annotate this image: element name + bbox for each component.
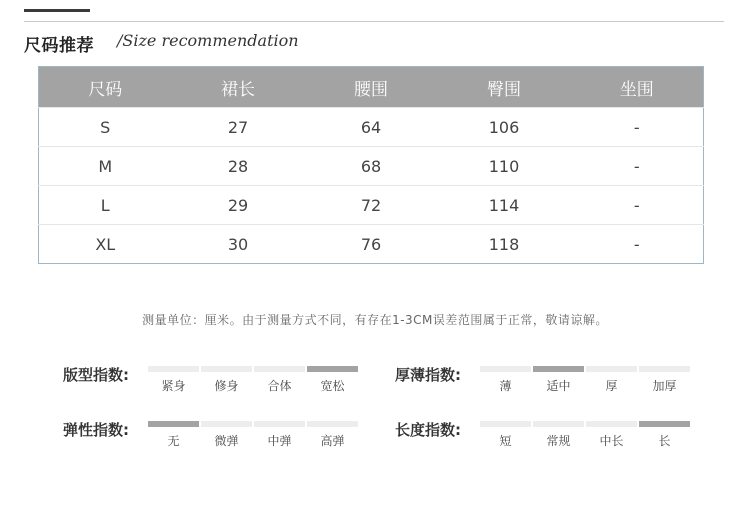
length-option-label: 短 (499, 434, 512, 448)
elasticity-indicator-bar (307, 421, 358, 427)
fit-option-label: 宽松 (320, 379, 345, 393)
thickness-option-label: 加厚 (652, 379, 677, 393)
length-index-scale (480, 421, 690, 449)
fit-option-label: 修身 (214, 379, 239, 393)
table-cell: 30 (172, 225, 305, 264)
table-cell: 72 (305, 186, 438, 225)
length-option (586, 421, 637, 449)
table-cell: - (571, 186, 704, 225)
thickness-indicator-bar (480, 366, 531, 372)
section-subtitle: /Size recommendation (117, 31, 299, 50)
elasticity-option (307, 421, 358, 449)
length-index-label: 长度指数: (395, 421, 461, 439)
table-cell: 114 (438, 186, 571, 225)
table-cell: - (571, 108, 704, 147)
thickness-index-label: 厚薄指数: (395, 366, 461, 384)
fit-option (201, 366, 252, 394)
elasticity-option-label: 无 (167, 434, 180, 448)
table-cell: 27 (172, 108, 305, 147)
table-row (39, 108, 704, 147)
table-row (39, 147, 704, 186)
header-divider (24, 21, 724, 22)
table-cell: S (39, 108, 172, 147)
fit-indicator-bar (307, 366, 358, 372)
elasticity-indicator-bar (148, 421, 199, 427)
measurement-note: 测量单位：厘米。由于测量方式不同，有存在1-3CM误差范围属于正常，敬请谅解。 (142, 313, 608, 327)
table-cell: 110 (438, 147, 571, 186)
length-option (480, 421, 531, 449)
elasticity-option-label: 中弹 (267, 434, 292, 448)
elasticity-option (201, 421, 252, 449)
fit-index-scale (148, 366, 358, 394)
table-cell: L (39, 186, 172, 225)
fit-option-label: 紧身 (161, 379, 186, 393)
fit-option-label: 合体 (267, 379, 292, 393)
column-header-size: 尺码 (88, 79, 123, 100)
fit-index-label: 版型指数: (63, 366, 129, 384)
table-cell: 76 (305, 225, 438, 264)
thickness-indicator-bar (639, 366, 690, 372)
thickness-option (586, 366, 637, 394)
thickness-option-label: 适中 (546, 379, 571, 393)
fit-option (254, 366, 305, 394)
column-header-seat: 坐围 (619, 79, 654, 100)
elasticity-option (148, 421, 199, 449)
column-header-waist: 腰围 (354, 79, 388, 100)
fit-option (148, 366, 199, 394)
table-cell: 106 (438, 108, 571, 147)
table-cell: M (39, 147, 172, 186)
length-option-label: 常规 (546, 434, 571, 448)
thickness-indicator-bar (586, 366, 637, 372)
length-indicator-bar (639, 421, 690, 427)
table-cell: XL (39, 225, 172, 264)
elasticity-indicator-bar (201, 421, 252, 427)
length-option-label: 长 (658, 434, 671, 448)
table-header-row (39, 67, 704, 108)
table-cell: 29 (172, 186, 305, 225)
header-accent-bar (24, 9, 90, 12)
thickness-indicator-bar (533, 366, 584, 372)
elasticity-indicator-bar (254, 421, 305, 427)
length-option (533, 421, 584, 449)
fit-indicator-bar (148, 366, 199, 372)
length-indicator-bar (586, 421, 637, 427)
table-cell: 68 (305, 147, 438, 186)
column-header-hip: 臀围 (487, 79, 521, 100)
elasticity-index-label: 弹性指数: (63, 421, 129, 439)
thickness-option (533, 366, 584, 394)
size-chart-table (38, 66, 704, 264)
length-option (639, 421, 690, 449)
table-cell: - (571, 147, 704, 186)
thickness-option-label: 厚 (605, 379, 618, 393)
fit-indicator-bar (254, 366, 305, 372)
length-indicator-bar (480, 421, 531, 427)
table-cell: 64 (305, 108, 438, 147)
table-cell: 118 (438, 225, 571, 264)
thickness-option (480, 366, 531, 394)
table-cell: - (571, 225, 704, 264)
elasticity-option-label: 高弹 (320, 434, 345, 448)
fit-option (307, 366, 358, 394)
length-option-label: 中长 (599, 434, 624, 448)
fit-indicator-bar (201, 366, 252, 372)
section-title: 尺码推荐 (24, 36, 94, 56)
elasticity-index-scale (148, 421, 358, 449)
length-indicator-bar (533, 421, 584, 427)
thickness-option-label: 薄 (499, 379, 512, 393)
table-row (39, 186, 704, 225)
table-row (39, 225, 704, 264)
column-header-skirt-length: 裙长 (221, 79, 255, 100)
elasticity-option-label: 微弹 (214, 434, 239, 448)
elasticity-option (254, 421, 305, 449)
thickness-option (639, 366, 690, 394)
table-cell: 28 (172, 147, 305, 186)
thickness-index-scale (480, 366, 690, 394)
